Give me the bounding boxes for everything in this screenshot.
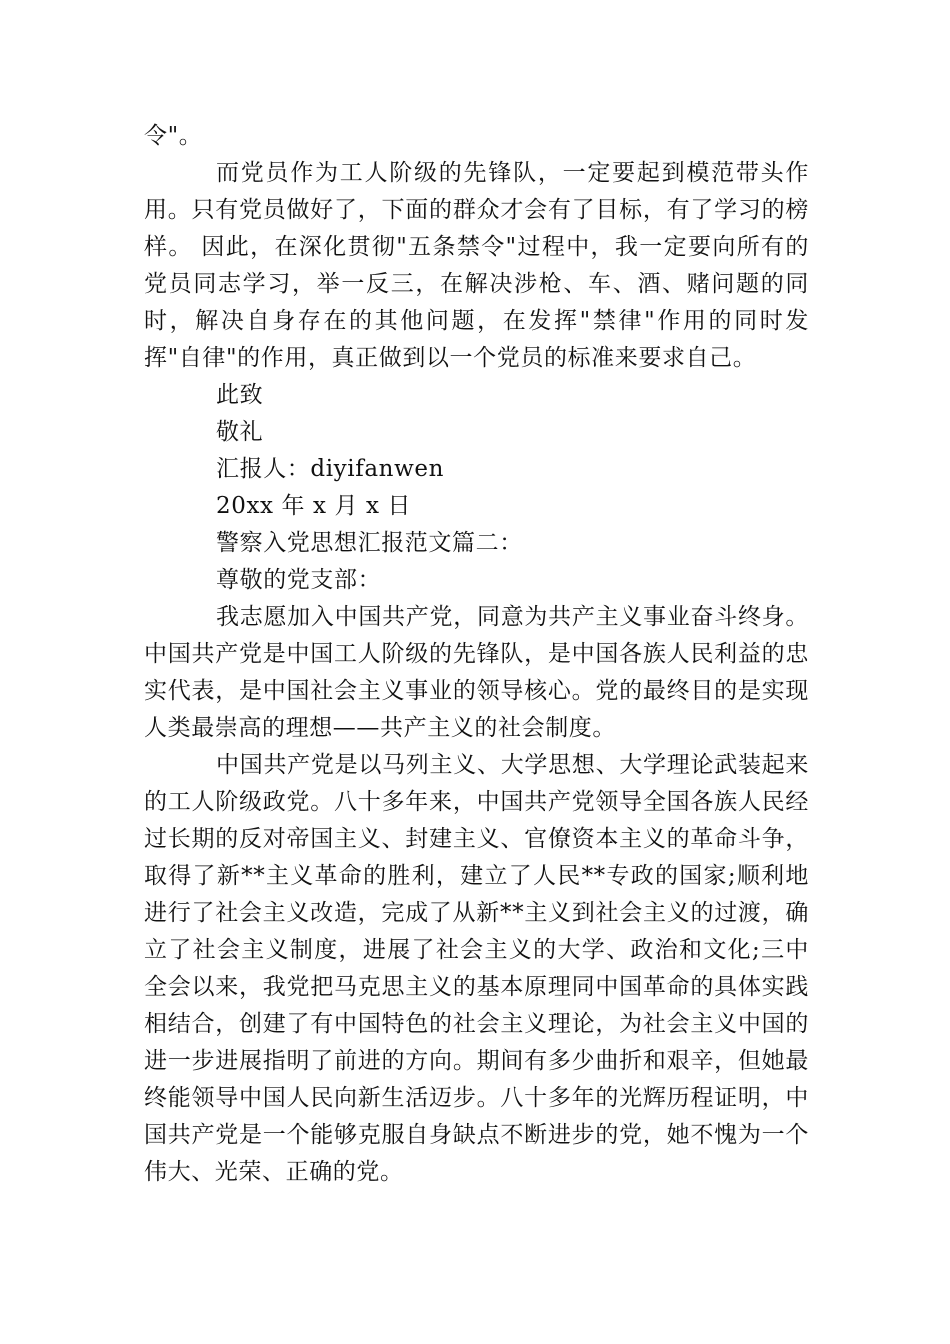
paragraph-party-member-role: 而党员作为工人阶级的先锋队，一定要起到模范带头作用。只有党员做好了，下面的群众才会有了目标，有了学习的榜样。 因此，在深化贯彻"五条禁令"过程中，我一定要向所有的党员同志学习，举一反三，在解决涉枪、车、酒、赌问题的同时，解决自身存在的其他问题，在发挥"禁律"作用的同时发挥"自律"的作用，真正做到以一个党员的标准来要求自己。	[144, 160, 809, 371]
letter-greeting: 尊敬的党支部：	[216, 567, 382, 593]
reporter-line: 汇报人：diyifanwen	[216, 456, 444, 482]
paragraph-application-statement: 我志愿加入中国共产党，同意为共产主义事业奋斗终身。中国共产党是中国工人阶级的先锋队，是中国各族人民利益的忠实代表，是中国社会主义事业的领导核心。党的最终目的是实现人类最崇高的理想——共产主义的社会制度。	[144, 604, 809, 741]
document-body	[144, 118, 809, 1191]
closing-respect: 敬礼	[216, 419, 264, 445]
date-line: 20xx 年 x 月 x 日	[216, 493, 412, 519]
paragraph-continuation: 令"。	[144, 123, 203, 149]
paragraph-party-history: 中国共产党是以马列主义、大学思想、大学理论武装起来的工人阶级政党。八十多年来，中国共产党领导全国各族人民经过长期的反对帝国主义、封建主义、官僚资本主义的革命斗争，取得了新**主义革命的胜利，建立了人民**专政的国家;顺利地进行了社会主义改造，完成了从新**主义到社会主义的过渡，确立了社会主义制度，进展了社会主义的大学、政治和文化;三中全会以来，我党把马克思主义的基本原理同中国革命的具体实践相结合，创建了有中国特色的社会主义理论，为社会主义中国的进一步进展指明了前进的方向。期间有多少曲折和艰辛，但她最终能领导中国人民向新生活迈步。八十多年的光辉历程证明，中国共产党是一个能够克服自身缺点不断进步的党，她不愧为一个伟大、光荣、正确的党。	[144, 752, 809, 1185]
section-heading-part-two: 警察入党思想汇报范文篇二：	[216, 530, 523, 556]
closing-salutation: 此致	[216, 382, 264, 408]
